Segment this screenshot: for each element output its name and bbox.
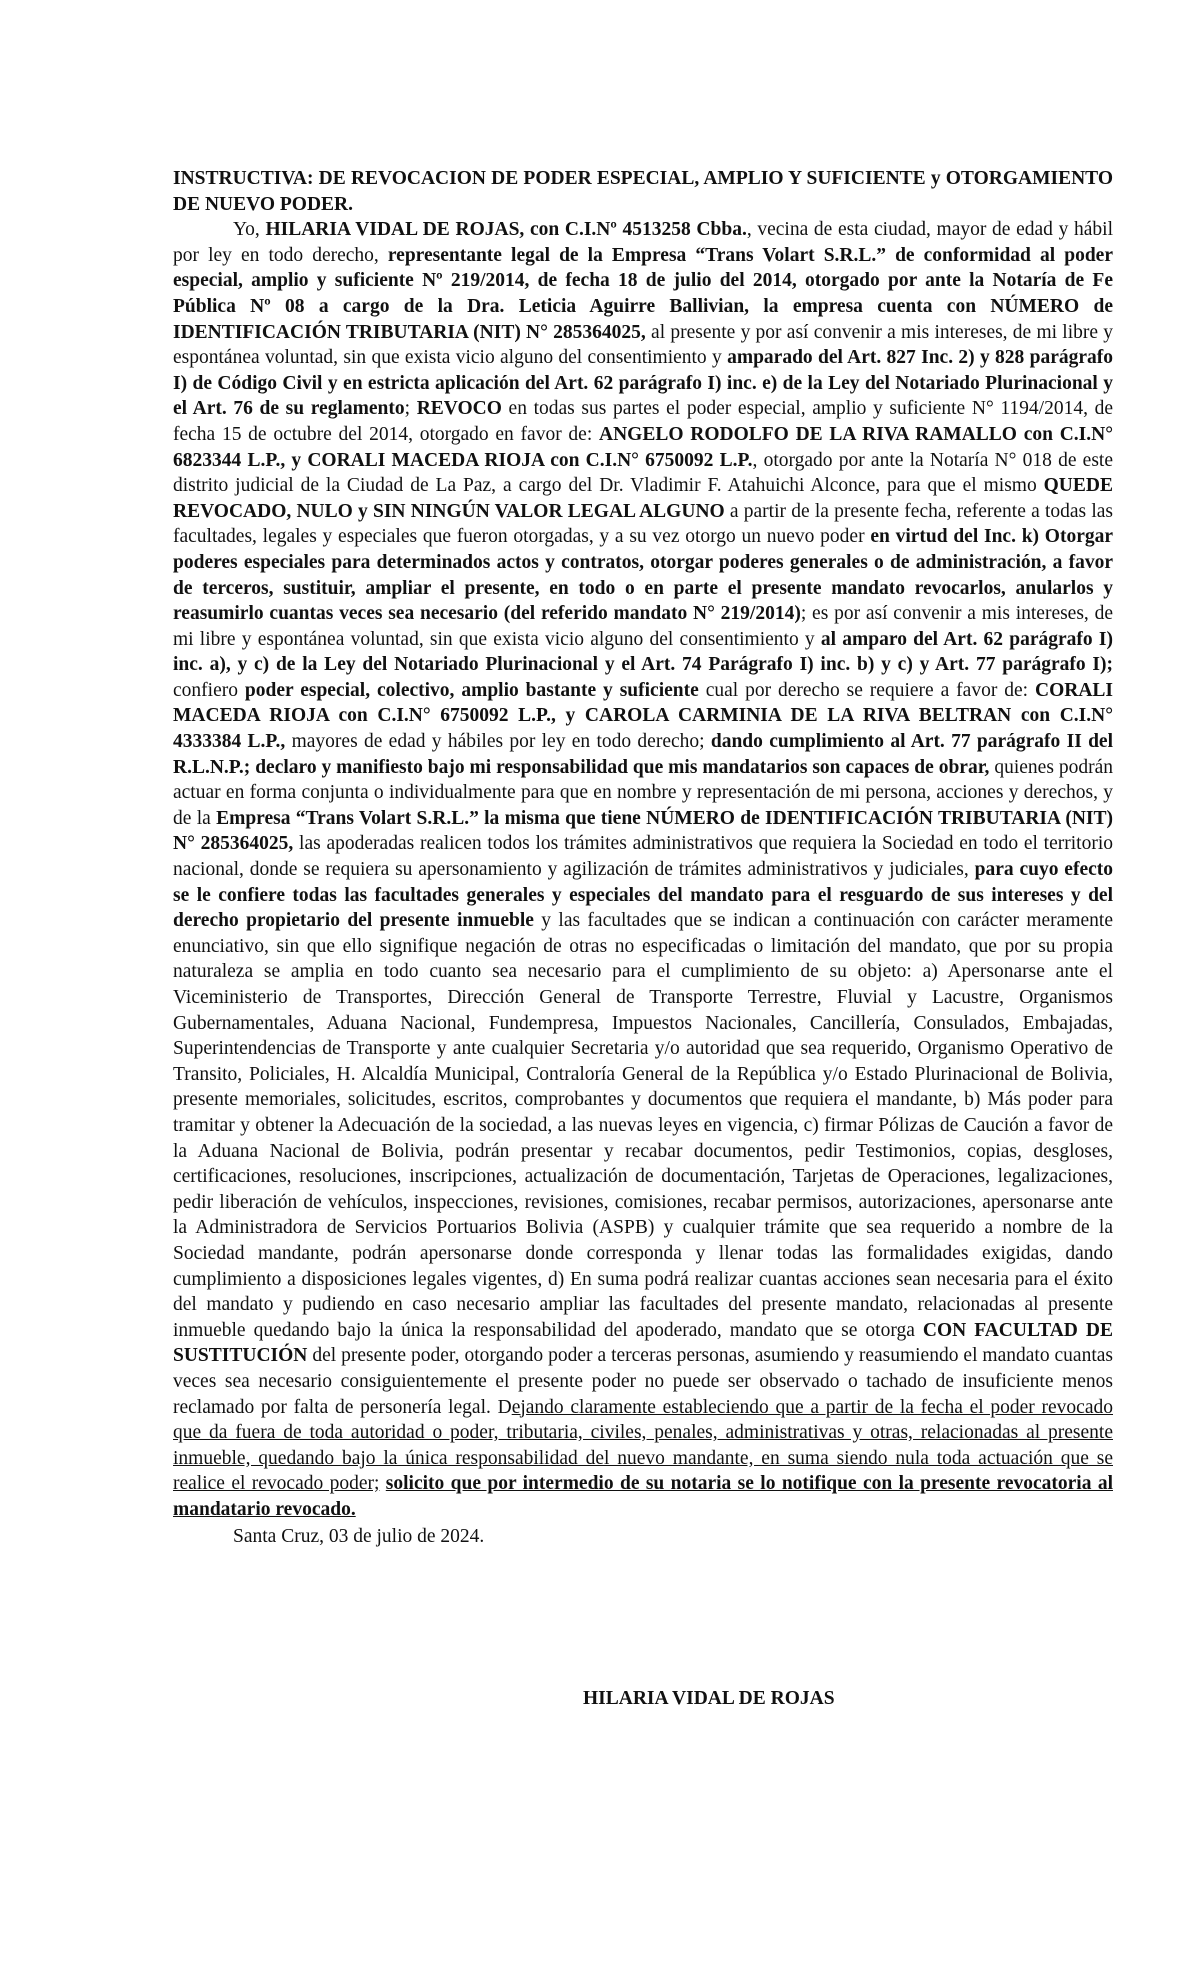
body-segment: confiero	[173, 679, 245, 701]
place-date: Santa Cruz, 03 de julio de 2024.	[233, 1526, 485, 1548]
body-segment: del presente poder, otorgando poder a terceras personas, asumiendo y reasumiendo el mandato cuantas veces sea necesario consiguientemente el presente poder no puede ser observado o tachado de insuficiente menos reclamado por falta de personería legal. D	[173, 1345, 1113, 1418]
body-segment: REVOCO	[416, 398, 502, 420]
body-segment: quienes podrán actuar en forma conjunta o individualmente para que en nombre y representación de mi persona, acciones y derechos, y de la	[173, 756, 1113, 829]
body-segment: CON FACULTAD DE SUSTITUCIÓN	[173, 1319, 1114, 1367]
body-segment: a partir de la presente fecha, referente a todas las facultades, legales y especiales que fueron otorgadas, y a su vez otorgo un nuevo poder	[173, 500, 1113, 548]
body-segment: solicito que por intermedio de su notaria se lo notifique con la presente revocatoria al mandatario revocado.	[173, 1473, 1113, 1520]
body-segment: Empresa “Trans Volart S.R.L.” la misma que tiene NÚMERO de IDENTIFICACIÓN TRIBUTARIA (NIT) N° 285364025,	[173, 807, 1113, 855]
body-segment: QUEDE REVOCADO, NULO y SIN NINGÚN VALOR LEGAL ALGUNO	[173, 475, 1113, 522]
body-segment: Yo,	[233, 219, 266, 241]
body-segment: ; es por así convenir a mis intereses, de mi libre y espontánea voluntad, sin que exista vicio alguno del consentimiento y	[173, 603, 1113, 650]
body-segment: en virtud del Inc. k) Otorgar poderes especiales para determinados actos y contratos, otorgar poderes generales o de administración, a favor de terceros, sustituir, ampliar el presente, en todo o en parte el presente mandato revocarlos, anularlos y reasumirlo cuantas veces sea necesario (del referido mandato N° 219/2014)	[173, 526, 1114, 625]
body-segment: para cuyo efecto se le confiere todas las facultades generales y especiales del mandato para el resguardo de sus intereses y del derecho propietario del presente inmueble	[173, 859, 1114, 932]
body-paragraph	[173, 217, 1113, 1522]
body-segment: HILARIA VIDAL DE ROJAS, con C.I.Nº 4513258 Cbba.	[265, 219, 747, 241]
body-segment: , otorgado por ante la Notaría N° 018 de este distrito judicial de la Ciudad de La Paz, a cargo del Dr. Vladimir F. Atahuichi Alconce, para que el mismo	[173, 449, 1113, 497]
body-segment: ;	[404, 398, 417, 420]
body-segment: poder especial, colectivo, amplio bastante y suficiente	[244, 679, 699, 701]
body-segment: ANGELO RODOLFO DE LA RIVA RAMALLO con C.I.N° 6823344 L.P., y CORALI MACEDA RIOJA con C.I.N° 6750092 L.P.	[173, 423, 1113, 471]
document-page	[173, 166, 1113, 1550]
body-segment: en todas sus partes el poder especial, amplio y suficiente N° 1194/2014, de fecha 15 de octubre del 2014, otorgado en favor de:	[173, 398, 1113, 445]
body-segment: al presente y por así convenir a mis intereses, de mi libre y espontánea voluntad, sin que exista vicio alguno del consentimiento y	[173, 321, 1113, 369]
body-segment: dando cumplimiento al Art. 77 parágrafo II del R.L.N.P.; declaro y manifiesto bajo mi responsabilidad que mis mandatarios son capaces de obrar,	[173, 731, 1113, 778]
body-segment: amparado del Art. 827 Inc. 2) y 828 parágrafo I) de Código Civil y en estricta aplicación del Art. 62 parágrafo I) inc. e) de la Ley del Notariado Plurinacional y el Art. 76 de su reglamento	[173, 347, 1113, 420]
body-segment: ejando claramente estableciendo que a partir de la fecha el poder revocado que da fuera de toda autoridad o poder, tributaria, civiles, penales, administrativas y otras, relacionadas al presente inmueble, quedando bajo la única responsabilidad del nuevo mandante, en suma siendo nula toda actuación que se realice el revocado poder;	[173, 1396, 1113, 1495]
body-segment: al amparo del Art. 62 parágrafo I) inc. a), y c) de la Ley del Notariado Plurinacional y el Art. 74 Parágrafo I) inc. b) y c) y Art. 77 parágrafo I);	[173, 628, 1113, 676]
document-title: INSTRUCTIVA: DE REVOCACION DE PODER ESPECIAL, AMPLIO Y SUFICIENTE y OTORGAMIENTO DE NUEVO PODER.	[173, 168, 1113, 215]
body-segment: cual por derecho se requiere a favor de:	[698, 679, 1035, 701]
body-segment: , vecina de esta ciudad, mayor de edad y hábil por ley en todo derecho,	[173, 219, 1113, 266]
body-segment: mayores de edad y hábiles por ley en todo derecho;	[285, 731, 711, 753]
body-segment: CORALI MACEDA RIOJA con C.I.N° 6750092 L.P., y CAROLA CARMINIA DE LA RIVA BELTRAN con C.I.N° 4333384 L.P.,	[173, 679, 1113, 753]
signature-name: HILARIA VIDAL DE ROJAS	[583, 1688, 835, 1709]
body-segment: representante legal de la Empresa “Trans Volart S.R.L.” de conformidad al poder especial, amplio y suficiente Nº 219/2014, de fecha 18 de julio del 2014, otorgado por ante la Notaría de Fe Pública Nº 08 a cargo de la Dra. Leticia Aguirre Ballivian, la empresa cuenta con NÚMERO de IDENTIFICACIÓN TRIBUTARIA (NIT) N° 285364025,	[173, 244, 1113, 343]
body-segment: y las facultades que se indican a continuación con carácter meramente enunciativo, sin que ello signifique negación de otras no especificadas o limitación del mandato, que por su propia naturaleza se amplia en todo cuanto sea necesario para el cumplimiento de su objeto: a) Apersonarse ante el Viceministerio de Transportes, Dirección General de Transporte Terrestre, Fluvial y Lacustre, Organismos Gubernamentales, Aduana Nacional, Fundempresa, Impuestos Nacionales, Cancillería, Consulados, Embajadas, Superintendencias de Transporte y ante cualquier Secretaria y/o autoridad que sea requerido, Organismo Operativo de Transito, Policiales, H. Alcaldía Municipal, Contraloría General de la República y/o Estado Plurinacional de Bolivia, presente memoriales, solicitudes, escritos, comprobantes y documentos que requiera el mandante, b) Más poder para tramitar y obtener la Adecuación de la sociedad, a las nuevas leyes en vigencia, c) firmar Pólizas de Caución a favor de la Aduana Nacional de Bolivia, podrán presentar y recabar documentos, pedir Testimonios, copias, desgloses, certificaciones, resoluciones, inscripciones, actualización de documentación, Tarjetas de Operaciones, legalizaciones, pedir liberación de vehículos, inspecciones, revisiones, comisiones, recabar permisos, autorizaciones, apersonarse ante la Administradora de Servicios Portuarios Bolivia (ASPB) y cualquier trámite que sea requerido a nombre de la Sociedad mandante, podrán apersonarse donde corresponda y llenar todas las formalidades exigidas, dando cumplimiento a disposiciones legales vigentes, d) En suma podrá realizar cuantas acciones sean necesaria para el éxito del mandato y pudiendo en caso necesario ampliar las facultades del presente mandato, relacionadas al presente inmueble quedando bajo la única la responsabilidad del apoderado, mandato que se otorga	[173, 910, 1113, 1341]
body-segment: las apoderadas realicen todos los trámites administrativos que requiera la Sociedad en todo el territorio nacional, donde se requiera su apersonamiento y agilización de trámites administrativos y judiciales,	[173, 833, 1113, 881]
